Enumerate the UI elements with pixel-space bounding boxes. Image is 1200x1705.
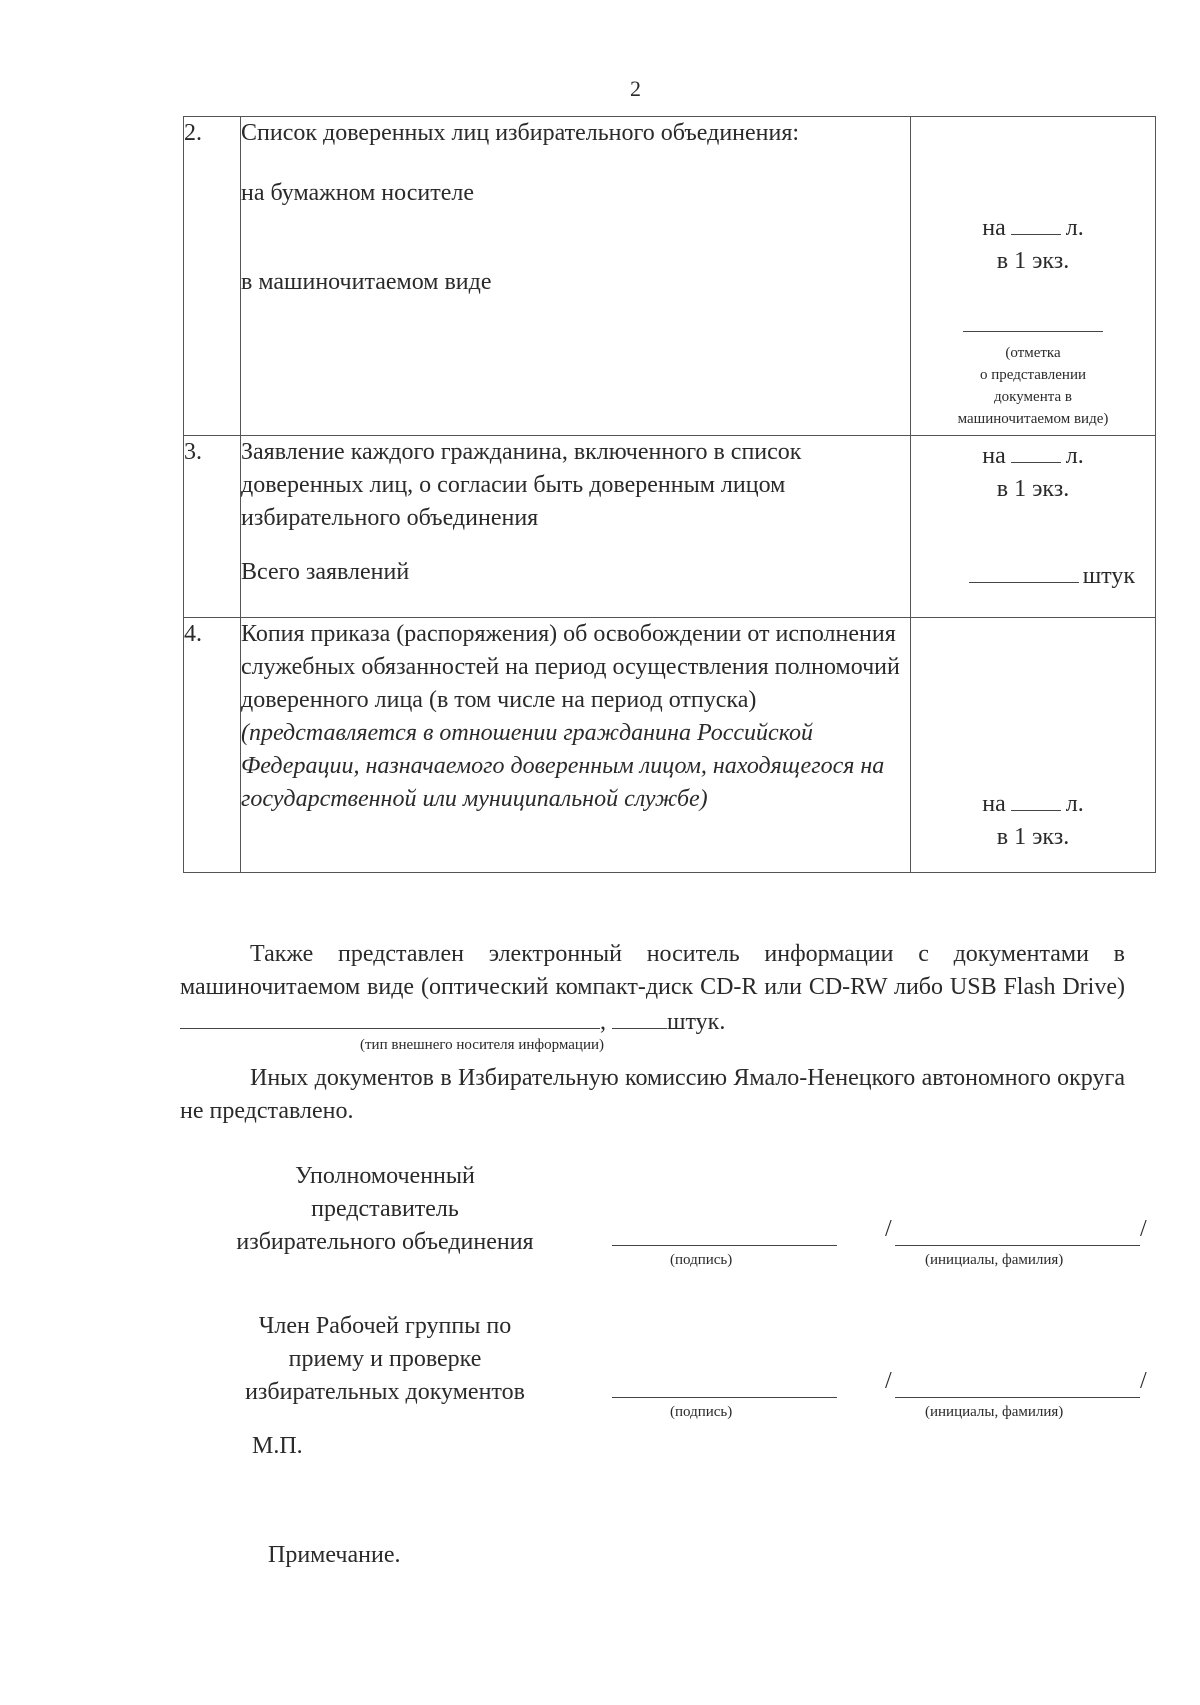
media-type-caption: (тип внешнего носителя информации) bbox=[360, 1037, 604, 1053]
row-mark-cell bbox=[911, 436, 1156, 618]
document-page: 2 2. Список доверенных лиц избирательного объединения: на бумажном носителе в машиночитаемом виде на л. в 1 экз. (отметка о представлении документа в машиночитаемом виде) 3. Заявление каждого гражданина, включенного в список доверенных лиц, о согласии быть доверенным лицом избирательного объединения Всего заявлений на л. в 1 экз. штук 4. Копия приказа (распоряжения) об освобождении от исполнения служебных обязанностей на период осуществления полномочий доверенного лица (в том числе на период отпуска) (представляется в отношении гражданина Российской Федерации, назначаемого доверенным лицом, находящегося на государственной или муниципальной службе) на л. в 1 экз. Также представлен электронный носитель информации с документами в машиночитаемом виде (оптический компакт-диск CD-R или CD-RW либо USB Flash Drive) , штук. (тип внешнего носителя информации) Иных документов в Избирательную комиссию Ямало-Ненецкого автономного округа не представлено. Уполномоченный представитель избирательного объединения (подпись) / / (инициалы, фамилия) Член Рабочей группы по приему и проверке избирательных документов (подпись) / / (инициалы, фамилия) М.П. Примечание. bbox=[0, 0, 1200, 1705]
signature-line[interactable] bbox=[612, 1396, 837, 1398]
copies-text: в 1 экз. bbox=[996, 824, 1070, 850]
row-mark-cell bbox=[911, 618, 1156, 873]
table-row bbox=[184, 117, 1156, 436]
row-number: 4. bbox=[184, 618, 241, 873]
row-description bbox=[241, 117, 911, 436]
pages-field: на л. bbox=[911, 788, 1155, 821]
machine-label: в машиночитаемом виде bbox=[241, 269, 492, 295]
row-mark-cell bbox=[911, 117, 1156, 436]
documents-table bbox=[183, 116, 1156, 873]
media-paragraph: Также представлен электронный носитель информации с документами в машиночитаемом виде (оптический компакт-диск CD-R или CD-RW либо USB Flash Drive) , штук. bbox=[180, 941, 1125, 1035]
signature-caption: (подпись) bbox=[670, 1252, 733, 1268]
row-description: Копия приказа (распоряжения) об освобождении от исполнения служебных обязанностей на период осуществления полномочий доверенного лица (в том числе на период отпуска) (представляется в отношении гражданина Российской Федерации, назначаемого доверенным лицом, находящегося на государственной или муниципальной службе) bbox=[241, 618, 911, 873]
working-group-member-label: Член Рабочей группы по приему и проверке избирательных документов bbox=[245, 1313, 525, 1405]
media-type-blank[interactable] bbox=[180, 1004, 600, 1029]
total-label: Всего заявлений bbox=[241, 559, 410, 585]
row-number: 3. bbox=[184, 436, 241, 618]
name-line[interactable] bbox=[895, 1396, 1140, 1398]
pages-blank[interactable] bbox=[1011, 440, 1061, 463]
row-description: Заявление каждого гражданина, включенного в список доверенных лиц, о согласии быть доверенным лицом избирательного объединения Всего заявлений bbox=[241, 436, 911, 618]
media-count-blank[interactable] bbox=[612, 1004, 667, 1029]
pages-blank[interactable] bbox=[1011, 788, 1061, 811]
pages-blank[interactable] bbox=[1011, 212, 1061, 235]
machine-mark-blank[interactable] bbox=[963, 330, 1103, 332]
name-caption: (инициалы, фамилия) bbox=[925, 1404, 1064, 1420]
pages-field: на л. bbox=[911, 212, 1155, 245]
stamp-label: М.П. bbox=[252, 1433, 303, 1459]
paper-label: на бумажном носителе bbox=[241, 180, 475, 206]
row-number: 2. bbox=[184, 117, 241, 436]
table-row bbox=[184, 618, 1156, 873]
name-caption: (инициалы, фамилия) bbox=[925, 1252, 1064, 1268]
no-other-documents-paragraph: Иных документов в Избирательную комиссию Ямало-Ненецкого автономного округа не представлено. bbox=[180, 1065, 1125, 1124]
signature-caption: (подпись) bbox=[670, 1404, 733, 1420]
name-line[interactable] bbox=[895, 1244, 1140, 1246]
page-number: 2 bbox=[630, 76, 641, 101]
pages-field: на л. bbox=[911, 440, 1155, 473]
copies-text: в 1 экз. bbox=[996, 476, 1070, 502]
row-title: Список доверенных лиц избирательного объединения: bbox=[241, 120, 800, 146]
authorized-representative-label: Уполномоченный представитель избирательного объединения bbox=[236, 1163, 534, 1255]
copies-text: в 1 экз. bbox=[996, 248, 1070, 274]
total-blank[interactable] bbox=[969, 560, 1079, 583]
total-field: штук bbox=[911, 560, 1155, 593]
machine-note: (отметка о представлении документа в машиночитаемом виде) bbox=[957, 345, 1109, 427]
table-row bbox=[184, 436, 1156, 618]
note-label: Примечание. bbox=[268, 1542, 401, 1568]
signature-line[interactable] bbox=[612, 1244, 837, 1246]
